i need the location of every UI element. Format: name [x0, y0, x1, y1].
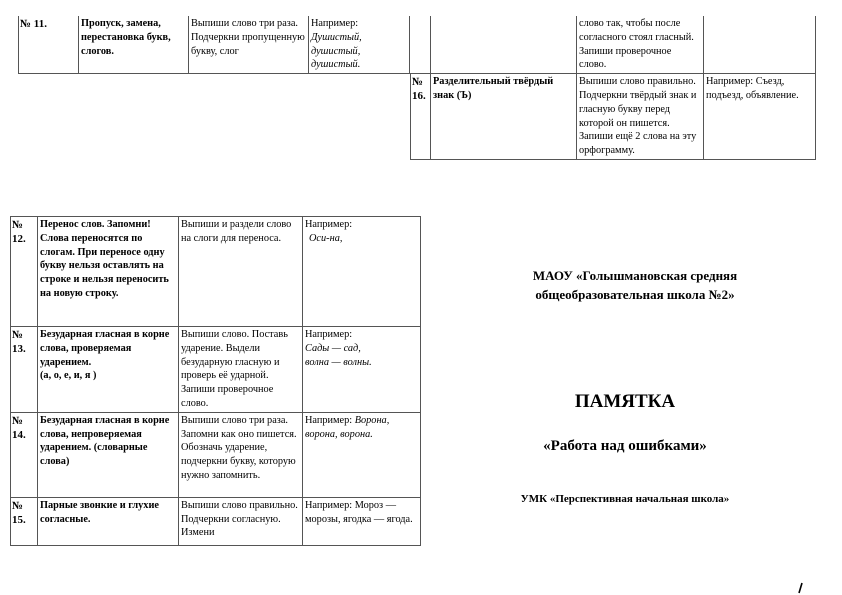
example-word: Душистый, — [311, 31, 362, 43]
example-text: Например: Съезд, подъезд, объявление. — [704, 74, 816, 160]
table-row — [411, 16, 816, 74]
pen-mark-icon — [798, 582, 803, 594]
table-row — [11, 327, 421, 413]
example-word: душистый, — [311, 45, 361, 57]
table-left — [10, 216, 421, 546]
table-row — [11, 217, 421, 327]
school-name — [470, 266, 800, 304]
example-cell — [309, 16, 410, 74]
table-row — [11, 497, 421, 545]
example-word: Оси-на, — [309, 232, 343, 244]
page-title: ПАМЯТКА — [574, 391, 676, 412]
curriculum-label: УМК «Перспективная начальная школа» — [520, 493, 730, 505]
example-word: волна — волны. — [305, 356, 372, 368]
school-name-line: общеобразовательная школа №2» — [535, 287, 735, 302]
example-word: Ворона, — [354, 414, 390, 426]
rule-topic: Разделительный твёрдый знак (Ъ) — [431, 74, 577, 160]
school-name-line: МАОУ «Голышмановская средняя — [532, 268, 738, 283]
table-row — [411, 74, 816, 160]
example-label: Например: — [305, 329, 353, 340]
row-number: № 14. — [11, 412, 38, 497]
rule-topic: Парные звонкие и глухие согласные. — [38, 497, 179, 545]
table-row — [19, 16, 410, 74]
rule-topic: Пропуск, замена, перестановка букв, слогов. — [79, 16, 189, 74]
rule-topic — [38, 327, 179, 413]
rule-topic-text: Безударная гласная в корне слова, проверяемая ударением. — [40, 329, 170, 368]
rule-topic: Безударная гласная в корне слова, непроверяемая ударением. (словарные слова) — [38, 412, 179, 497]
page-subtitle: «Работа над ошибками» — [543, 438, 707, 454]
rule-topic: Перенос слов. Запомни! Слова переносятся по слогам. При переносе одну букву нельзя оставлять на строке и нельзя переносить на новую строку. — [38, 217, 179, 327]
example-label: Например: — [311, 18, 359, 29]
task-text: Выпиши и раздели слово на слоги для переноса. — [179, 217, 303, 327]
task-text: Выпиши слово правильно. Подчеркни твёрдый знак и гласную букву перед которой он пишется. Запиши ещё 2 слова на эту орфограмму. — [577, 74, 704, 160]
task-text: Выпиши слово три раза. Подчеркни пропущенную букву, слог — [189, 16, 309, 74]
example-label: Например: — [305, 414, 355, 426]
row-number: № 15. — [11, 497, 38, 545]
example-cell — [303, 217, 421, 327]
table-top-left — [18, 16, 410, 74]
example-label: Например: — [305, 219, 353, 230]
table-row — [11, 412, 421, 497]
task-text: Выпиши слово три раза. Запомни как оно пишется. Обозначь ударение, подчеркни букву, которую нужно запомнить. — [179, 412, 303, 497]
example-cell — [303, 412, 421, 497]
table-top-right — [410, 16, 816, 160]
rule-topic-letters: (а, о, е, и, я ) — [40, 370, 97, 382]
row-number: № 13. — [11, 327, 38, 413]
task-text: Выпиши слово правильно. Подчеркни согласную. Измени — [179, 497, 303, 545]
task-text: Выпиши слово. Поставь ударение. Выдели безударную гласную и проверь её ударной. Запиши проверочное слово. — [179, 327, 303, 413]
task-text: слово так, чтобы после согласного стоял гласный. Запиши проверочное слово. — [577, 16, 704, 74]
example-word: душистый. — [311, 59, 361, 71]
row-number: № 12. — [11, 217, 38, 327]
example-text: Например: Мороз — морозы, ягодка — ягода. — [303, 497, 421, 545]
row-number: № 16. — [411, 74, 431, 160]
example-cell — [303, 327, 421, 413]
example-word: ворона, ворона. — [305, 428, 373, 440]
row-number: № 11. — [19, 16, 79, 74]
example-word: Сады — сад, — [305, 342, 361, 354]
